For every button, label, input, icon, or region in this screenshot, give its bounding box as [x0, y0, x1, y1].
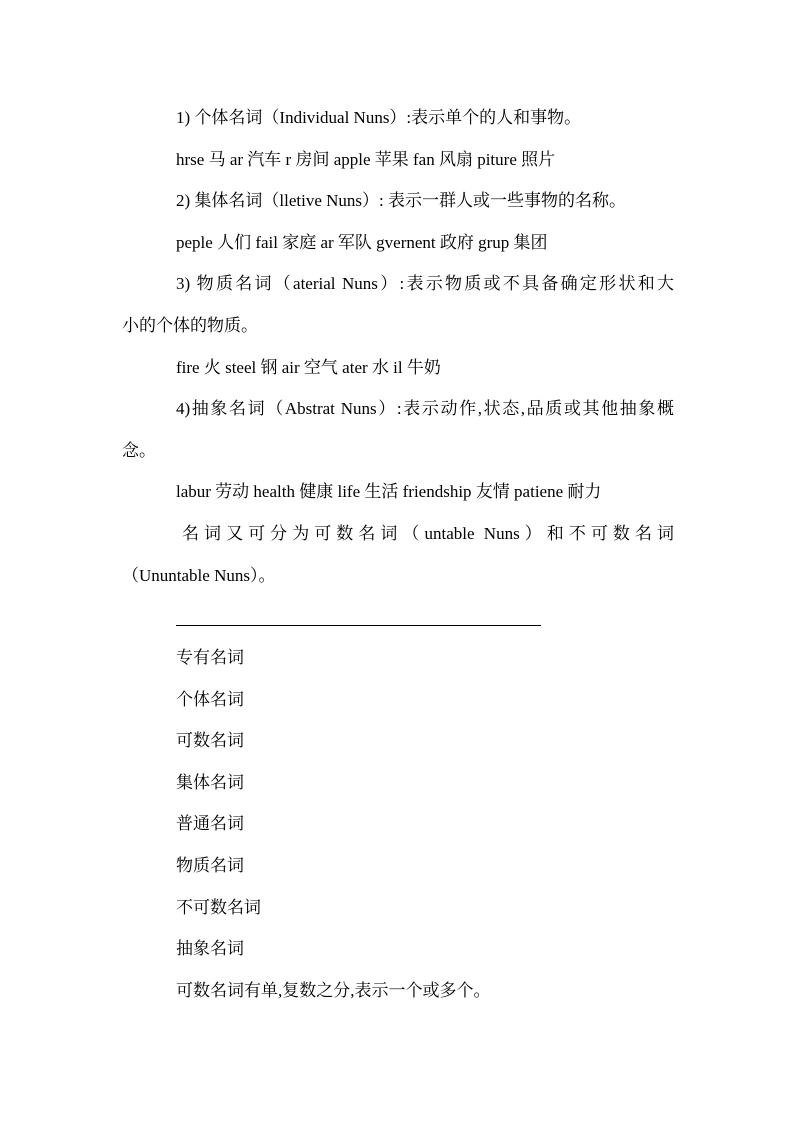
paragraph-material-nouns-line2: 小的个体的物质。 — [122, 316, 258, 335]
tree-label-collective-noun: 集体名词 — [176, 773, 244, 792]
paragraph-material-examples: fire 火 steel 钢 air 空气 ater 水 il 牛奶 — [176, 358, 441, 377]
tree-label-individual-noun: 个体名词 — [176, 690, 244, 709]
paragraph-collective-examples: peple 人们 fail 家庭 ar 军队 gvernent 政府 grup 集团 — [176, 233, 548, 252]
paragraph-individual-nouns: 1) 个体名词（Individual Nuns）:表示单个的人和事物。 — [176, 108, 582, 127]
tree-label-uncountable-noun: 不可数名词 — [176, 898, 261, 917]
tree-label-abstract-noun: 抽象名词 — [176, 939, 244, 958]
paragraph-collective-nouns: 2) 集体名词（lletive Nuns）: 表示一群人或一些事物的名称。 — [176, 191, 627, 210]
paragraph-abstract-nouns-line2: 念。 — [122, 441, 156, 460]
paragraph-individual-examples: hrse 马 ar 汽车 r 房间 apple 苹果 fan 风扇 piture 照片 — [176, 150, 556, 169]
horizontal-rule — [176, 625, 541, 626]
paragraph-material-nouns-line1: 3) 物质名词（aterial Nuns）:表示物质或不具备确定形状和大 — [176, 274, 674, 293]
tree-label-common-noun: 普通名词 — [176, 814, 244, 833]
paragraph-abstract-nouns-line1: 4)抽象名词（Abstrat Nuns）:表示动作,状态,品质或其他抽象概 — [176, 399, 674, 418]
tree-label-proper-noun: 专有名词 — [176, 648, 244, 667]
tree-label-material-noun: 物质名词 — [176, 856, 244, 875]
paragraph-countable-line2: （Ununtable Nuns）。 — [122, 566, 276, 585]
paragraph-countable-line1: 名词又可分为可数名词（untable Nuns）和不可数名词 — [182, 524, 674, 543]
paragraph-abstract-examples: labur 劳动 health 健康 life 生活 friendship 友情 patiene 耐力 — [176, 482, 602, 501]
paragraph-closing: 可数名词有单,复数之分,表示一个或多个。 — [176, 981, 491, 1000]
tree-label-countable-noun: 可数名词 — [176, 731, 244, 750]
